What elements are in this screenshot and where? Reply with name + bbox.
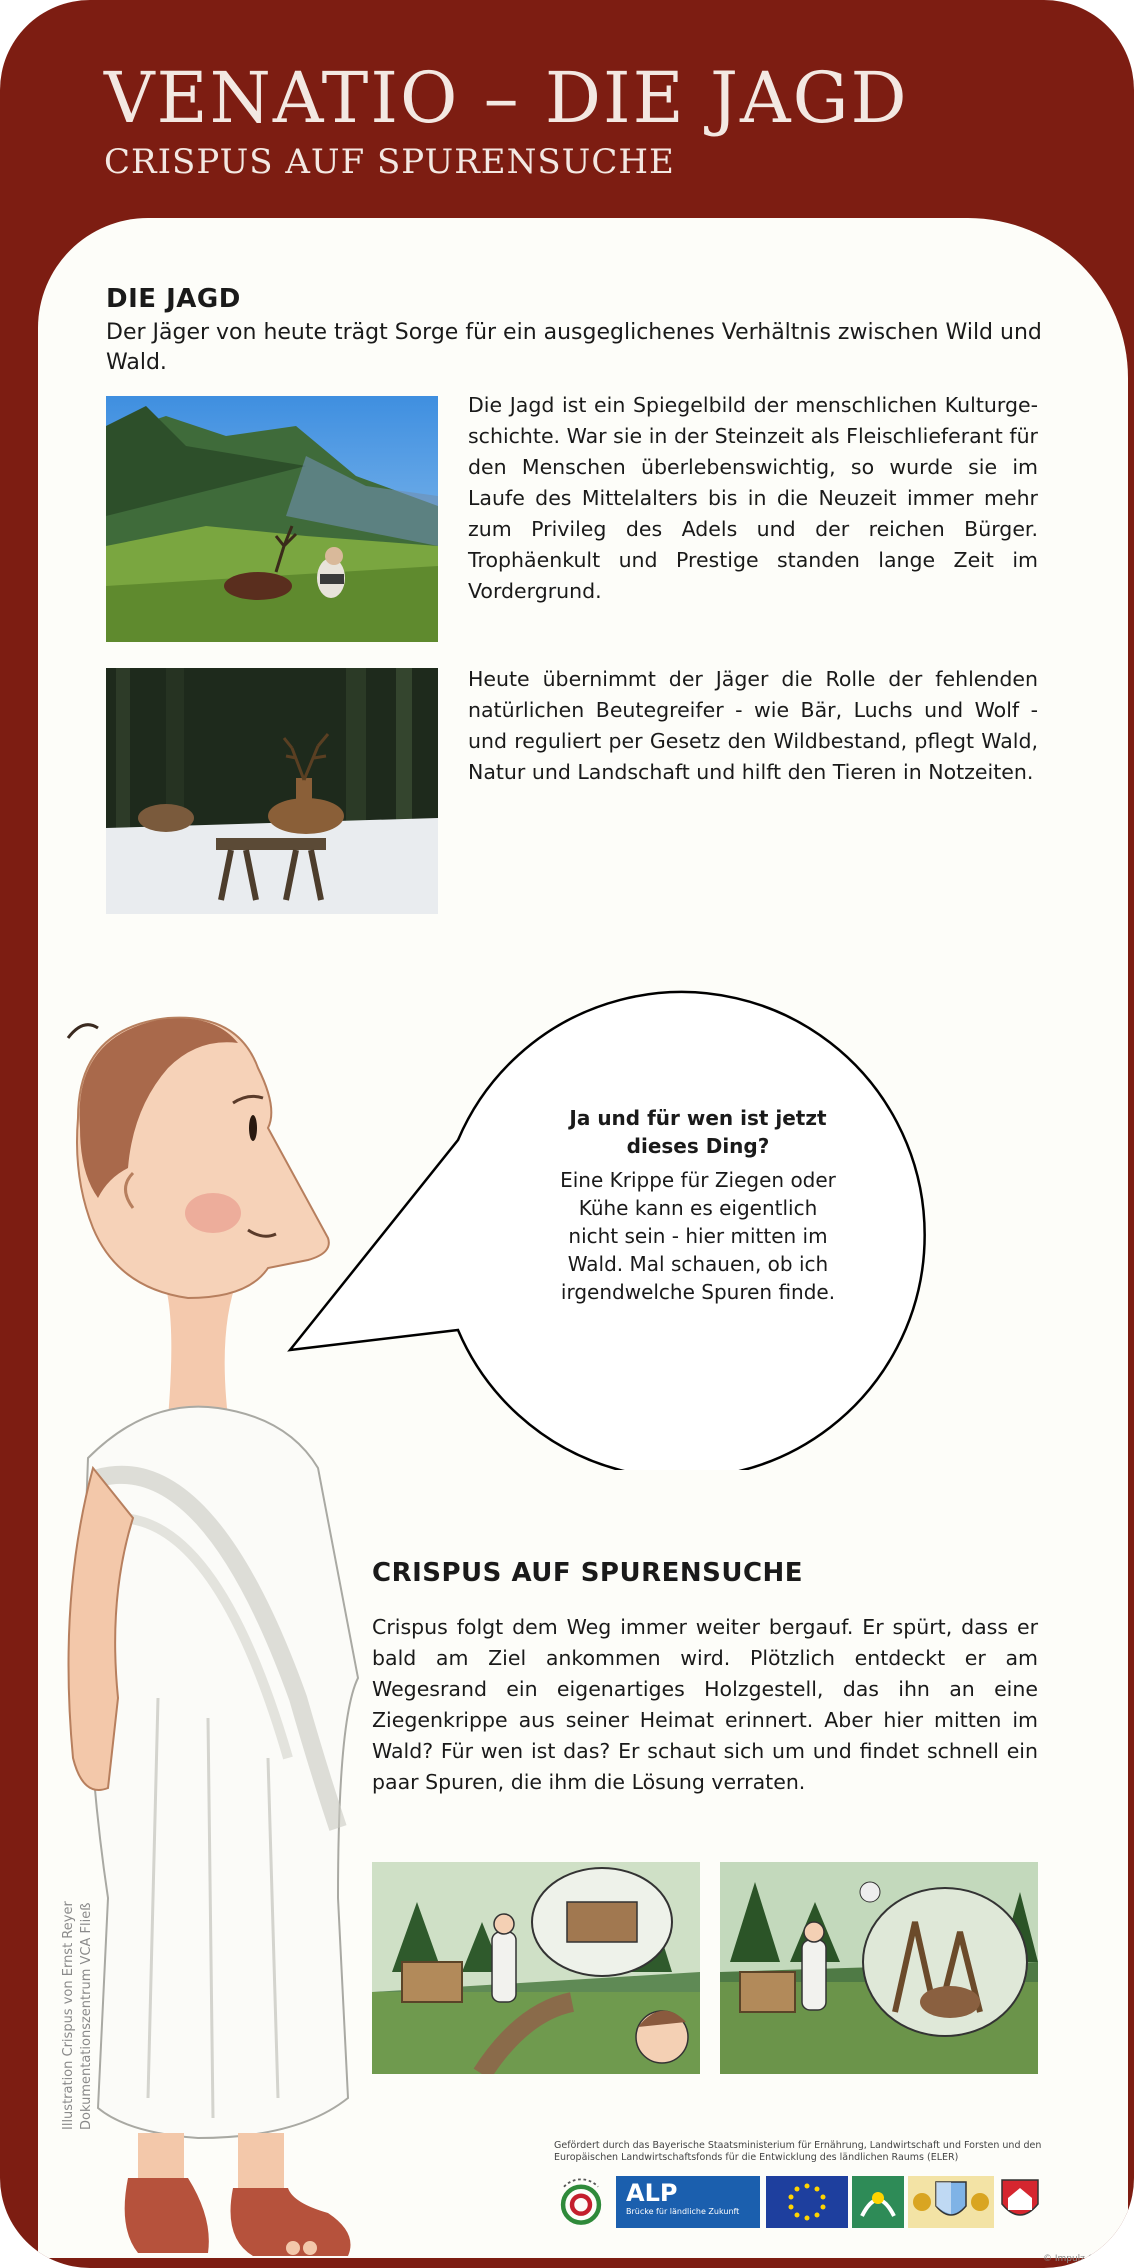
credit-line-1: Illustration Crispus von Ernst Reyer xyxy=(61,1901,76,2130)
funding-notice xyxy=(554,2140,1044,2164)
funding-text: Gefördert durch das Bayerische Staatsministerium für Ernährung, Landwirtschaft und Forsten und den Europäischen Landwirtschaftsfonds für die Entwicklung des ländlichen Raums (ELER) xyxy=(554,2140,1042,2163)
photo-hunter-with-deer xyxy=(106,396,438,642)
alp-logo xyxy=(616,2176,760,2228)
section1-paragraph-2: Heute übernimmt der Jäger die Rolle der fehlenden natürlichen Beutegreifer - wie Bär, Luchs und Wolf - und reguliert per Gesetz den Wildbestand, pflegt Wald, Natur und Landschaft und hilft den Tieren in Notzeiten. xyxy=(468,667,1038,784)
illustration-credit xyxy=(60,1770,96,2130)
copyright-notice: © Impulz GmbH xyxy=(1042,2254,1116,2264)
content-panel xyxy=(38,218,1128,2258)
comic-panel-1 xyxy=(372,1862,700,2074)
page-title: VENATIO – DIE JAGD xyxy=(104,57,909,139)
section-heading-crispus: CRISPUS AUF SPURENSUCHE xyxy=(372,1558,804,1588)
bubble-heading: Ja und für wen ist jetzt dieses Ding? xyxy=(569,1106,827,1158)
municipal-shield-icon xyxy=(998,2176,1042,2228)
section1-paragraph-1: Die Jagd ist ein Spiegelbild der menschlichen Kulturgeschichte. War sie in der Steinzeit als Fleischlieferant für den Menschen überlebenswichtig, so wurde sie im Laufe des Mittelalters bis in die Neuzeit immer mehr zum Privileg des Adels und der reichen Bürger. Trophäenkult und Prestige standen lange Zeit im Vordergrund. xyxy=(468,393,1038,603)
page-subtitle: CRISPUS AUF SPURENSUCHE xyxy=(104,142,675,182)
funding-logos xyxy=(550,2176,1050,2234)
comic-panel-2 xyxy=(720,1862,1038,2074)
eu-flag-icon xyxy=(766,2176,848,2228)
alp-logo-label: ALP xyxy=(626,2179,678,2207)
header xyxy=(104,58,909,184)
photo-deer-at-feeder xyxy=(106,668,438,914)
section-heading-die-jagd: DIE JAGD xyxy=(106,284,241,314)
bubble-text xyxy=(558,1104,838,1306)
credit-line-2: Dokumentationszentrum VCA Fließ xyxy=(79,1902,94,2130)
bavarian-coat-of-arms-icon xyxy=(908,2176,994,2228)
alp-logo-tagline: Brücke für ländliche Zukunft xyxy=(626,2207,740,2216)
section-lead: Der Jäger von heute trägt Sorge für ein ausgeglichenes Verhältnis zwischen Wild und Wald. xyxy=(106,320,1042,375)
leader-logo-icon xyxy=(852,2176,904,2228)
section2-paragraph: Crispus folgt dem Weg immer weiter bergauf. Er spürt, dass er bald am Ziel ankommen wird. Plötzlich entdeckt er am Wegesrand ein eigenartiges Holzgestell, das ihn an eine Ziegenkrippe aus seiner Heimat erinnert. Aber hier mitten im Wald? Für wen ist das? Er schaut sich um und findet schnell ein paar Spuren, die ihm die Lösung verraten. xyxy=(372,1615,1038,1794)
auerbergland-logo-icon xyxy=(550,2176,612,2228)
bubble-body: Eine Krippe für Ziegen oder Kühe kann es eigentlich nicht sein - hier mitten im Wald. Mal schauen, ob ich irgendwelche Spuren finde. xyxy=(560,1168,836,1304)
